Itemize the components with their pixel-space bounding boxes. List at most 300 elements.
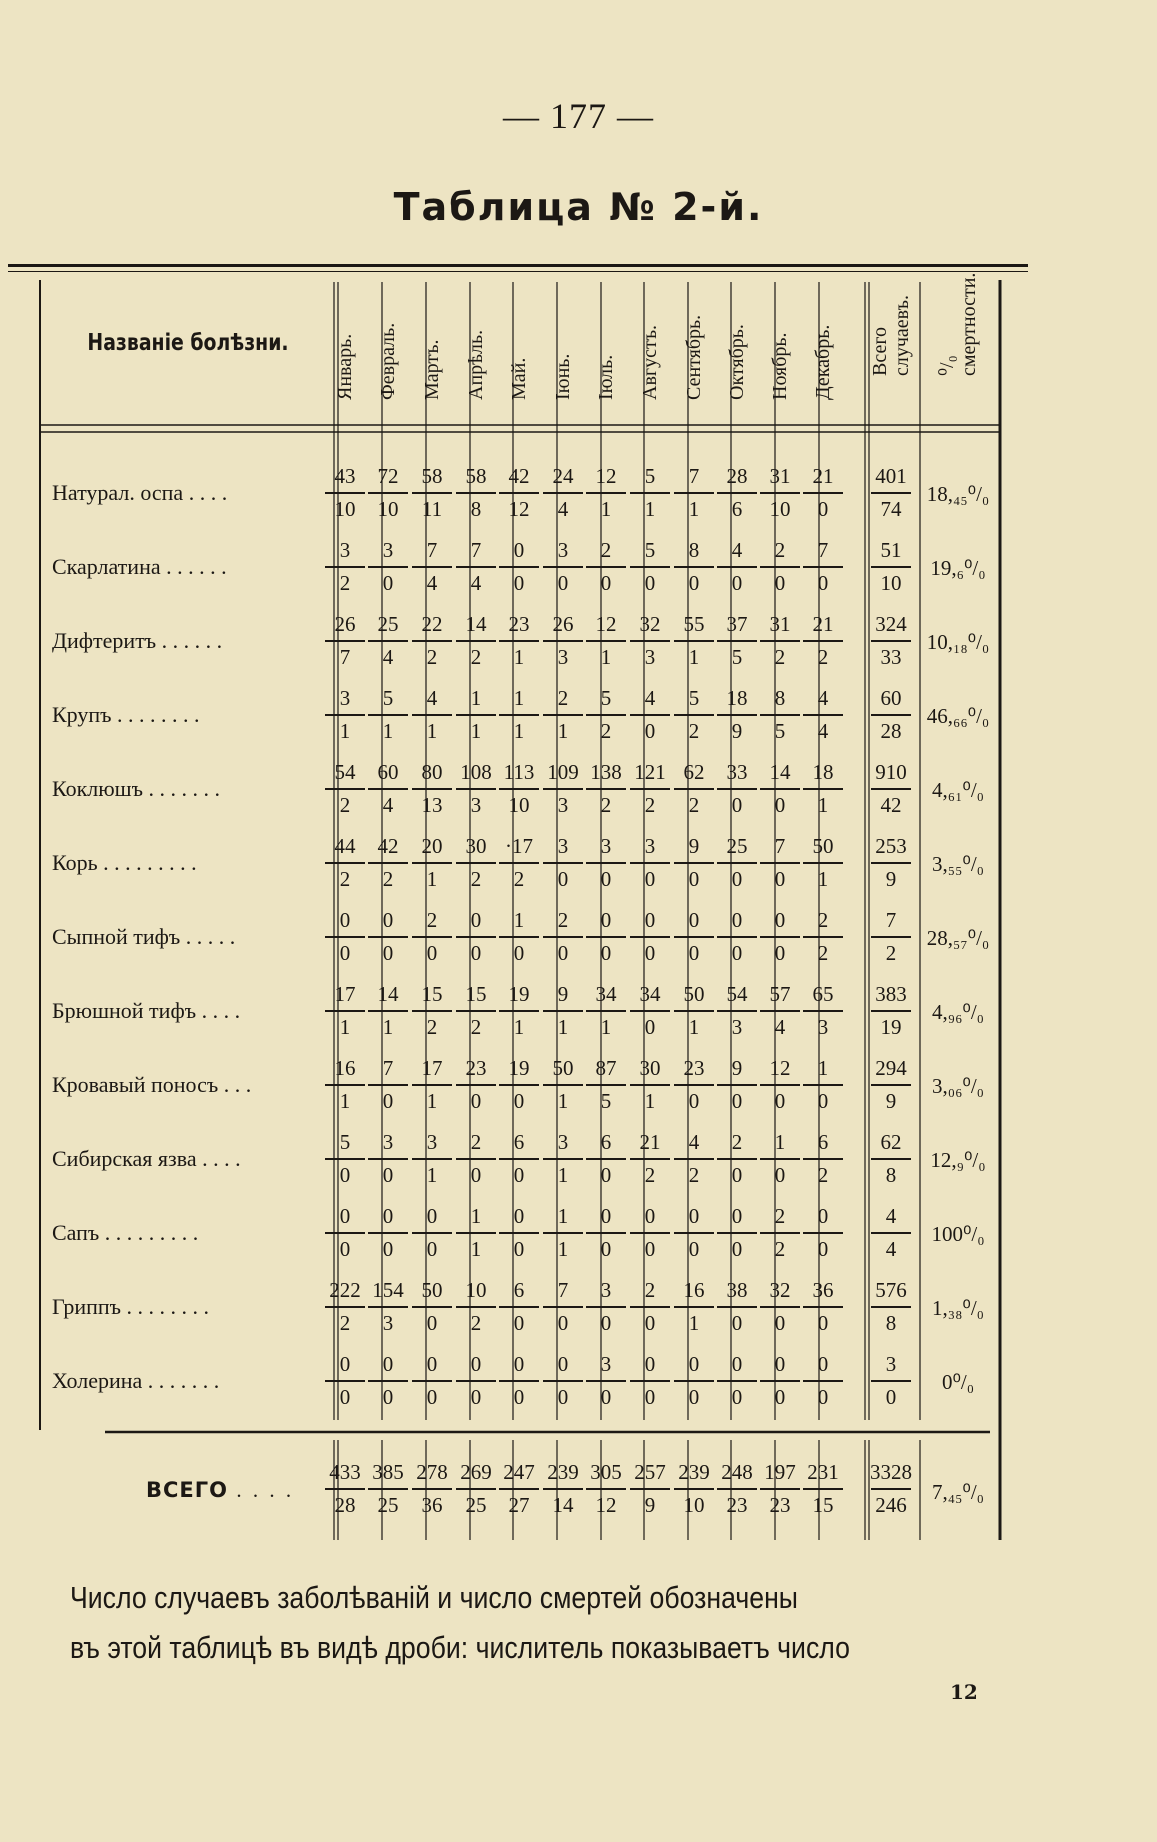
deaths-cell: 2: [470, 867, 482, 891]
fraction-bar: [586, 640, 626, 642]
cases-cell: 1: [513, 908, 525, 932]
fraction-bar: [630, 788, 670, 790]
fraction-bar: [368, 1010, 408, 1012]
cases-cell: 1: [774, 1130, 786, 1154]
fraction-bar: [760, 492, 800, 494]
fraction-bar: [543, 640, 583, 642]
fraction-bar: [871, 1084, 911, 1086]
deaths-cell: 0: [774, 941, 786, 965]
total-row-cases-cell: 269: [460, 1460, 492, 1484]
month-header: [804, 290, 842, 420]
fraction-bar: [412, 862, 452, 864]
fraction-bar: [760, 1158, 800, 1160]
deaths-cell: 2: [339, 1311, 351, 1335]
deaths-cell: 3: [557, 645, 569, 669]
total-deaths-cell: 8: [885, 1311, 897, 1335]
deaths-cell: 5: [600, 1089, 612, 1113]
fraction-bar: [325, 788, 365, 790]
cases-cell: 37: [726, 612, 748, 636]
fraction-bar: [368, 1380, 408, 1382]
cases-cell: 0: [817, 1204, 829, 1228]
cases-cell: 0: [382, 1352, 394, 1376]
fraction-bar: [456, 1158, 496, 1160]
cases-cell: 113: [503, 760, 535, 784]
deaths-cell: 0: [644, 941, 656, 965]
deaths-cell: 2: [688, 1163, 700, 1187]
cases-cell: 58: [421, 464, 443, 488]
fraction-bar: [630, 1010, 670, 1012]
fraction-bar: [674, 862, 714, 864]
deaths-cell: 0: [382, 1089, 394, 1113]
cases-cell: 0: [513, 1204, 525, 1228]
deaths-cell: 2: [644, 793, 656, 817]
fraction-bar: [674, 1010, 714, 1012]
total-mortality: 7,₄₅⁰/₀: [932, 1480, 984, 1504]
deaths-cell: 0: [817, 497, 829, 521]
fraction-bar: [456, 492, 496, 494]
deaths-cell: 0: [339, 1237, 351, 1261]
fraction-bar: [543, 788, 583, 790]
cases-cell: 26: [552, 612, 574, 636]
top-rule-thin: [8, 271, 1028, 272]
deaths-cell: 0: [731, 1385, 743, 1409]
total-row-deaths-cell: 25: [377, 1493, 399, 1517]
fraction-bar: [803, 1084, 843, 1086]
cases-cell: 30: [639, 1056, 661, 1080]
fraction-bar: [760, 1010, 800, 1012]
total-row-deaths-cell: 9: [644, 1493, 656, 1517]
fraction-bar: [499, 788, 539, 790]
cases-cell: 2: [470, 1130, 482, 1154]
deaths-cell: 1: [557, 1237, 569, 1261]
cases-cell: 2: [817, 908, 829, 932]
deaths-cell: 4: [774, 1015, 786, 1039]
deaths-cell: 2: [513, 867, 525, 891]
total-cases-cell: 294: [875, 1056, 907, 1080]
fraction-bar: [871, 1488, 911, 1490]
deaths-cell: 2: [600, 793, 612, 817]
cases-cell: 32: [639, 612, 661, 636]
fraction-bar: [586, 1084, 626, 1086]
fraction-bar: [456, 936, 496, 938]
deaths-cell: 3: [817, 1015, 829, 1039]
deaths-cell: 0: [600, 867, 612, 891]
total-deaths-cell: 8: [885, 1163, 897, 1187]
deaths-cell: 0: [600, 941, 612, 965]
cases-cell: 5: [339, 1130, 351, 1154]
fraction-bar: [325, 936, 365, 938]
fraction-bar: [499, 1084, 539, 1086]
month-header-label: Январь.: [334, 333, 356, 400]
cases-cell: 0: [817, 1352, 829, 1376]
deaths-cell: 0: [644, 1311, 656, 1335]
deaths-cell: 10: [508, 793, 530, 817]
cases-cell: 62: [683, 760, 705, 784]
month-header-label: Мартъ.: [421, 339, 443, 400]
deaths-cell: 0: [382, 1237, 394, 1261]
fraction-bar: [871, 1380, 911, 1382]
deaths-cell: 1: [557, 719, 569, 743]
total-row-deaths-cell: 36: [421, 1493, 443, 1517]
fraction-bar: [630, 492, 670, 494]
deaths-cell: 0: [470, 1163, 482, 1187]
fraction-bar: [760, 1488, 800, 1490]
cases-cell: 23: [508, 612, 530, 636]
grand-total-deaths: 246: [875, 1493, 907, 1517]
month-header-label: Августъ.: [639, 324, 661, 400]
cases-cell: 1: [470, 1204, 482, 1228]
deaths-cell: 1: [688, 1015, 700, 1039]
cases-cell: 0: [688, 908, 700, 932]
mortality-cell: 28,₅₇⁰/₀: [926, 926, 990, 950]
fraction-bar: [803, 1380, 843, 1382]
cases-cell: 31: [769, 464, 791, 488]
month-header: [413, 290, 451, 420]
deaths-cell: 1: [600, 645, 612, 669]
deaths-cell: 4: [470, 571, 482, 595]
deaths-cell: 0: [644, 1385, 656, 1409]
cases-cell: 2: [774, 1204, 786, 1228]
month-header: [544, 290, 582, 420]
cases-cell: 2: [644, 1278, 656, 1302]
cases-cell: 19: [508, 982, 530, 1006]
total-cases-cell: 383: [875, 982, 907, 1006]
cases-cell: 14: [769, 760, 791, 784]
mortality-cell: 3,₀₆⁰/₀: [932, 1074, 984, 1098]
cases-cell: 0: [513, 1352, 525, 1376]
fraction-bar: [586, 862, 626, 864]
cases-cell: 0: [470, 1352, 482, 1376]
deaths-cell: 0: [600, 1385, 612, 1409]
total-row-cases-cell: 385: [372, 1460, 404, 1484]
total-label: [146, 1478, 294, 1503]
total-cases-cell: 7: [885, 908, 897, 932]
deaths-cell: 1: [339, 1089, 351, 1113]
deaths-cell: 0: [731, 1237, 743, 1261]
fraction-bar: [543, 1084, 583, 1086]
deaths-cell: 0: [817, 571, 829, 595]
deaths-cell: 1: [688, 497, 700, 521]
cases-cell: 0: [731, 1204, 743, 1228]
month-header: [457, 290, 495, 420]
deaths-cell: 0: [426, 1237, 438, 1261]
total-cases-cell: 60: [880, 686, 902, 710]
cases-cell: 42: [508, 464, 530, 488]
cases-cell: 21: [812, 612, 834, 636]
fraction-bar: [630, 862, 670, 864]
deaths-cell: 0: [470, 1089, 482, 1113]
deaths-cell: 1: [557, 1089, 569, 1113]
fraction-bar: [368, 492, 408, 494]
cases-cell: 3: [426, 1130, 438, 1154]
cases-cell: 3: [600, 1278, 612, 1302]
deaths-cell: 1: [644, 497, 656, 521]
cases-cell: 0: [731, 1352, 743, 1376]
fraction-bar: [456, 1380, 496, 1382]
total-cases-cell: 4: [885, 1204, 897, 1228]
cases-cell: 3: [382, 1130, 394, 1154]
deaths-cell: 4: [426, 571, 438, 595]
mortality-cell: 46,₆₆⁰/₀: [926, 704, 990, 728]
mortality-cell: 12,₉⁰/₀: [930, 1148, 986, 1172]
cases-cell: 5: [644, 538, 656, 562]
grand-total-cases: 3328: [870, 1460, 912, 1484]
fraction-bar: [586, 714, 626, 716]
mortality-cell: 4,₉₆⁰/₀: [932, 1000, 984, 1024]
deaths-cell: 1: [513, 645, 525, 669]
fraction-bar: [871, 1158, 911, 1160]
total-row-deaths-cell: 23: [726, 1493, 748, 1517]
fraction-bar: [499, 862, 539, 864]
total-row-cases-cell: 278: [416, 1460, 448, 1484]
cases-cell: 2: [731, 1130, 743, 1154]
fraction-bar: [717, 1488, 757, 1490]
total-row-cases-cell: 231: [807, 1460, 839, 1484]
deaths-cell: 8: [470, 497, 482, 521]
disease-name: Дифтеритъ . . . . . .: [52, 628, 223, 653]
cases-cell: 72: [377, 464, 399, 488]
fraction-bar: [674, 1380, 714, 1382]
fraction-bar: [543, 1010, 583, 1012]
cases-cell: 4: [644, 686, 656, 710]
cases-cell: 23: [465, 1056, 487, 1080]
deaths-cell: 1: [600, 1015, 612, 1039]
fraction-bar: [717, 936, 757, 938]
month-header-label: Октябрь.: [726, 324, 748, 400]
fraction-bar: [499, 714, 539, 716]
cases-cell: 3: [557, 834, 569, 858]
total-deaths-cell: 2: [885, 941, 897, 965]
fraction-bar: [760, 936, 800, 938]
total-deaths-cell: 4: [885, 1237, 897, 1261]
fraction-bar: [412, 492, 452, 494]
cases-cell: 50: [812, 834, 834, 858]
fraction-bar: [803, 640, 843, 642]
fraction-bar: [803, 1232, 843, 1234]
deaths-cell: 0: [513, 941, 525, 965]
total-deaths-cell: 19: [880, 1015, 902, 1039]
fraction-bar: [368, 1232, 408, 1234]
deaths-cell: 0: [513, 1385, 525, 1409]
fraction-bar: [456, 1488, 496, 1490]
cases-cell: 17: [421, 1056, 443, 1080]
total-row-deaths-cell: 25: [465, 1493, 487, 1517]
cases-cell: 38: [726, 1278, 748, 1302]
fraction-bar: [630, 714, 670, 716]
fraction-bar: [717, 1158, 757, 1160]
deaths-cell: 2: [688, 719, 700, 743]
fraction-bar: [803, 862, 843, 864]
deaths-cell: 1: [817, 793, 829, 817]
fraction-bar: [717, 1010, 757, 1012]
total-row-cases-cell: 239: [678, 1460, 710, 1484]
total-deaths-cell: 33: [880, 645, 902, 669]
fraction-bar: [803, 1488, 843, 1490]
deaths-cell: 0: [339, 941, 351, 965]
cases-cell: 0: [688, 1204, 700, 1228]
cases-cell: 8: [774, 686, 786, 710]
deaths-cell: 3: [731, 1015, 743, 1039]
deaths-cell: 0: [382, 941, 394, 965]
fraction-bar: [499, 1488, 539, 1490]
deaths-cell: 2: [339, 793, 351, 817]
cases-cell: 138: [590, 760, 622, 784]
cases-cell: 0: [339, 1352, 351, 1376]
fraction-bar: [871, 788, 911, 790]
fraction-bar: [630, 1488, 670, 1490]
fraction-bar: [456, 1010, 496, 1012]
mortality-cell: 1,₃₈⁰/₀: [932, 1296, 984, 1320]
total-row-cases-cell: 305: [590, 1460, 622, 1484]
fraction-bar: [543, 1232, 583, 1234]
cases-cell: 54: [726, 982, 748, 1006]
deaths-cell: 1: [382, 1015, 394, 1039]
total-deaths-cell: 9: [885, 867, 897, 891]
deaths-cell: 4: [382, 793, 394, 817]
cases-cell: 0: [426, 1204, 438, 1228]
deaths-cell: 2: [470, 1311, 482, 1335]
fraction-bar: [325, 1084, 365, 1086]
cases-cell: 12: [595, 464, 617, 488]
total-row-cases-cell: 433: [329, 1460, 361, 1484]
deaths-cell: 1: [644, 1089, 656, 1113]
cases-cell: 5: [644, 464, 656, 488]
fraction-bar: [543, 566, 583, 568]
cases-cell: 30: [465, 834, 487, 858]
deaths-cell: 3: [382, 1311, 394, 1335]
table-title: Таблица № 2-й.: [393, 185, 764, 229]
fraction-bar: [760, 714, 800, 716]
fraction-bar: [871, 566, 911, 568]
fraction-bar: [543, 862, 583, 864]
deaths-cell: 0: [688, 1237, 700, 1261]
cases-cell: 50: [552, 1056, 574, 1080]
fraction-bar: [325, 566, 365, 568]
deaths-cell: 0: [774, 1089, 786, 1113]
fraction-bar: [325, 1488, 365, 1490]
fraction-bar: [456, 714, 496, 716]
deaths-cell: 0: [513, 1311, 525, 1335]
fraction-bar: [412, 714, 452, 716]
deaths-cell: 1: [688, 1311, 700, 1335]
cases-cell: 17: [334, 982, 356, 1006]
deaths-cell: 1: [426, 1089, 438, 1113]
cases-cell: 0: [688, 1352, 700, 1376]
deaths-cell: 0: [557, 1311, 569, 1335]
cases-cell: 3: [600, 834, 612, 858]
deaths-cell: 3: [470, 793, 482, 817]
fraction-bar: [412, 1084, 452, 1086]
disease-column-header: Названіе болѣзни.: [87, 330, 289, 356]
cases-cell: 222: [329, 1278, 361, 1302]
fraction-bar: [543, 492, 583, 494]
fraction-bar: [871, 640, 911, 642]
month-header-label: Май.: [508, 357, 530, 400]
total-row-deaths-cell: 23: [769, 1493, 791, 1517]
cases-cell: 28: [726, 464, 748, 488]
cases-cell: 22: [421, 612, 443, 636]
cases-cell: 1: [513, 686, 525, 710]
total-row-cases-cell: 248: [721, 1460, 753, 1484]
cases-cell: 0: [382, 1204, 394, 1228]
fraction-bar: [368, 862, 408, 864]
disease-name: Сапъ . . . . . . . . .: [52, 1220, 199, 1245]
deaths-cell: 0: [513, 571, 525, 595]
month-header-label: Іюль.: [595, 354, 617, 400]
cases-cell: 0: [339, 908, 351, 932]
deaths-cell: 0: [382, 1385, 394, 1409]
deaths-cell: 1: [470, 719, 482, 743]
cases-cell: 65: [812, 982, 834, 1006]
cases-cell: 50: [421, 1278, 443, 1302]
fraction-bar: [456, 566, 496, 568]
deaths-cell: 0: [644, 1015, 656, 1039]
deaths-cell: 0: [688, 1385, 700, 1409]
deaths-cell: 1: [600, 497, 612, 521]
fraction-bar: [803, 936, 843, 938]
deaths-cell: 0: [731, 1311, 743, 1335]
fraction-bar: [499, 1380, 539, 1382]
fraction-bar: [586, 1232, 626, 1234]
fraction-bar: [499, 640, 539, 642]
fraction-bar: [499, 1010, 539, 1012]
month-header-label: Февраль.: [377, 322, 399, 400]
cases-cell: 0: [470, 908, 482, 932]
mortality-cell: 10,₁₈⁰/₀: [926, 630, 990, 654]
cases-cell: 2: [774, 538, 786, 562]
month-header: [718, 290, 756, 420]
cases-cell: 5: [688, 686, 700, 710]
deaths-cell: 4: [557, 497, 569, 521]
deaths-cell: 10: [769, 497, 791, 521]
cases-cell: 25: [377, 612, 399, 636]
fraction-bar: [325, 1232, 365, 1234]
deaths-cell: 1: [339, 719, 351, 743]
deaths-cell: 3: [644, 645, 656, 669]
cases-cell: 3: [557, 538, 569, 562]
mortality-header-label: ⁰/₀ смертности.: [936, 272, 980, 376]
cases-cell: 5: [600, 686, 612, 710]
deaths-cell: 0: [426, 1385, 438, 1409]
deaths-cell: 2: [817, 645, 829, 669]
fraction-bar: [717, 492, 757, 494]
deaths-cell: 1: [688, 645, 700, 669]
fraction-bar: [674, 566, 714, 568]
deaths-cell: 0: [774, 867, 786, 891]
deaths-cell: 0: [426, 1311, 438, 1335]
deaths-cell: 0: [426, 941, 438, 965]
month-header: [587, 290, 625, 420]
cases-cell: 154: [372, 1278, 404, 1302]
deaths-cell: 2: [644, 1163, 656, 1187]
fraction-bar: [717, 640, 757, 642]
deaths-cell: 2: [426, 1015, 438, 1039]
deaths-cell: 2: [339, 867, 351, 891]
fraction-bar: [586, 1306, 626, 1308]
mortality-cell: 19,₆⁰/₀: [930, 556, 986, 580]
deaths-cell: 0: [470, 941, 482, 965]
disease-name: Кровавый поносъ . . .: [52, 1072, 252, 1097]
total-cases-header: [869, 290, 913, 420]
fraction-bar: [412, 566, 452, 568]
fraction-bar: [586, 492, 626, 494]
cases-cell: 16: [334, 1056, 356, 1080]
deaths-cell: 0: [774, 571, 786, 595]
total-row-deaths-cell: 28: [334, 1493, 356, 1517]
fraction-bar: [630, 566, 670, 568]
fraction-bar: [803, 1306, 843, 1308]
fraction-bar: [325, 1010, 365, 1012]
